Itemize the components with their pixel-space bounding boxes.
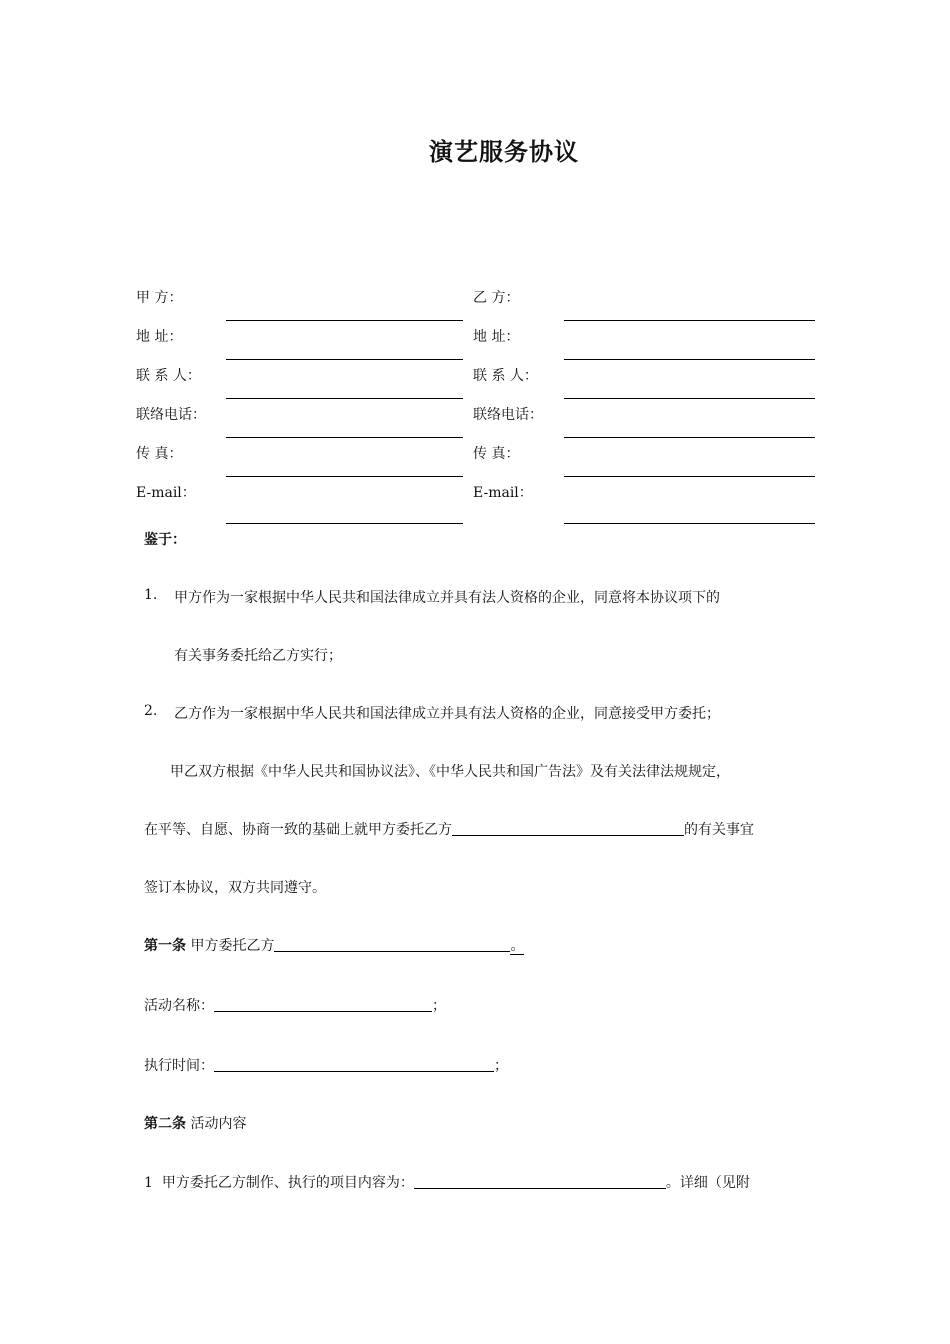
basis-line2-post: 的有关事宜 bbox=[684, 822, 754, 838]
party-a-phone-line bbox=[226, 437, 463, 438]
party-b-name-label: 乙 方： bbox=[473, 290, 520, 306]
activity-name-blank bbox=[214, 997, 432, 1012]
article1-label: 第一条 bbox=[144, 938, 186, 954]
party-b-fax-label: 传 真： bbox=[473, 446, 520, 462]
item2-line1: 乙方作为一家根据中华人民共和国法律成立并具有法人资格的企业，同意接受甲方委托； bbox=[174, 706, 720, 722]
article2-label: 第二条 bbox=[144, 1116, 186, 1132]
party-a-name-line bbox=[226, 320, 463, 321]
party-a-email-label: E-mail： bbox=[136, 485, 196, 501]
item2-number: 2. bbox=[144, 703, 158, 719]
basis-blank bbox=[452, 821, 684, 836]
document-title: 演艺服务协议 bbox=[429, 137, 579, 166]
exec-time-end: ； bbox=[494, 1058, 508, 1074]
party-b-fax-line bbox=[564, 476, 815, 477]
content-end: 。详细（见附 bbox=[665, 1175, 750, 1191]
party-a-email-line bbox=[226, 523, 463, 524]
article1-blank bbox=[274, 937, 510, 952]
party-a-fax-label: 传 真： bbox=[136, 446, 183, 462]
article1-text: 甲方委托乙方 bbox=[190, 938, 275, 954]
party-a-contact-label: 联 系 人： bbox=[136, 368, 201, 384]
party-b-address-line bbox=[564, 359, 815, 360]
exec-time-blank bbox=[214, 1057, 494, 1072]
content-text: 甲方委托乙方制作、执行的项目内容为： bbox=[161, 1175, 414, 1191]
party-b-phone-line bbox=[564, 437, 815, 438]
party-b-contact-line bbox=[564, 398, 815, 399]
basis-line2 bbox=[144, 819, 754, 839]
whereas-heading: 鉴于： bbox=[144, 532, 186, 548]
exec-time-label: 执行时间： bbox=[144, 1058, 214, 1074]
party-a-address-line bbox=[226, 359, 463, 360]
article1-line bbox=[144, 935, 524, 955]
activity-name-line bbox=[144, 995, 446, 1015]
basis-line3: 签订本协议，双方共同遵守。 bbox=[144, 880, 326, 896]
content-blank bbox=[414, 1174, 666, 1189]
party-b-email-line bbox=[564, 523, 815, 524]
basis-line2-pre: 在平等、自愿、协商一致的基础上就甲方委托乙方 bbox=[144, 822, 452, 838]
party-b-name-line bbox=[564, 320, 815, 321]
party-a-phone-label: 联络电话： bbox=[136, 407, 206, 423]
party-a-name-label: 甲 方： bbox=[136, 290, 183, 306]
party-a-fax-line bbox=[226, 476, 463, 477]
content-number: 1 bbox=[144, 1175, 153, 1191]
content-line bbox=[144, 1172, 750, 1192]
article1-end: 。 bbox=[510, 938, 525, 954]
item1-number: 1. bbox=[144, 587, 158, 603]
party-b-phone-label: 联络电话： bbox=[473, 407, 543, 423]
party-b-address-label: 地 址： bbox=[473, 329, 520, 345]
exec-time-line bbox=[144, 1055, 508, 1075]
activity-name-end: ； bbox=[432, 998, 446, 1014]
article2-line bbox=[144, 1113, 246, 1133]
article2-text: 活动内容 bbox=[190, 1116, 247, 1132]
item1-line2: 有关事务委托给乙方实行； bbox=[174, 648, 342, 664]
party-b-email-label: E-mail： bbox=[473, 485, 533, 501]
party-b-contact-label: 联 系 人： bbox=[473, 368, 538, 384]
party-a-address-label: 地 址： bbox=[136, 329, 183, 345]
basis-line1: 甲乙双方根据《中华人民共和国协议法》、《中华人民共和国广告法》及有关法律法规规定， bbox=[170, 764, 730, 780]
activity-name-label: 活动名称： bbox=[144, 998, 214, 1014]
item1-line1: 甲方作为一家根据中华人民共和国法律成立并具有法人资格的企业，同意将本协议项下的 bbox=[174, 590, 720, 606]
party-a-contact-line bbox=[226, 398, 463, 399]
